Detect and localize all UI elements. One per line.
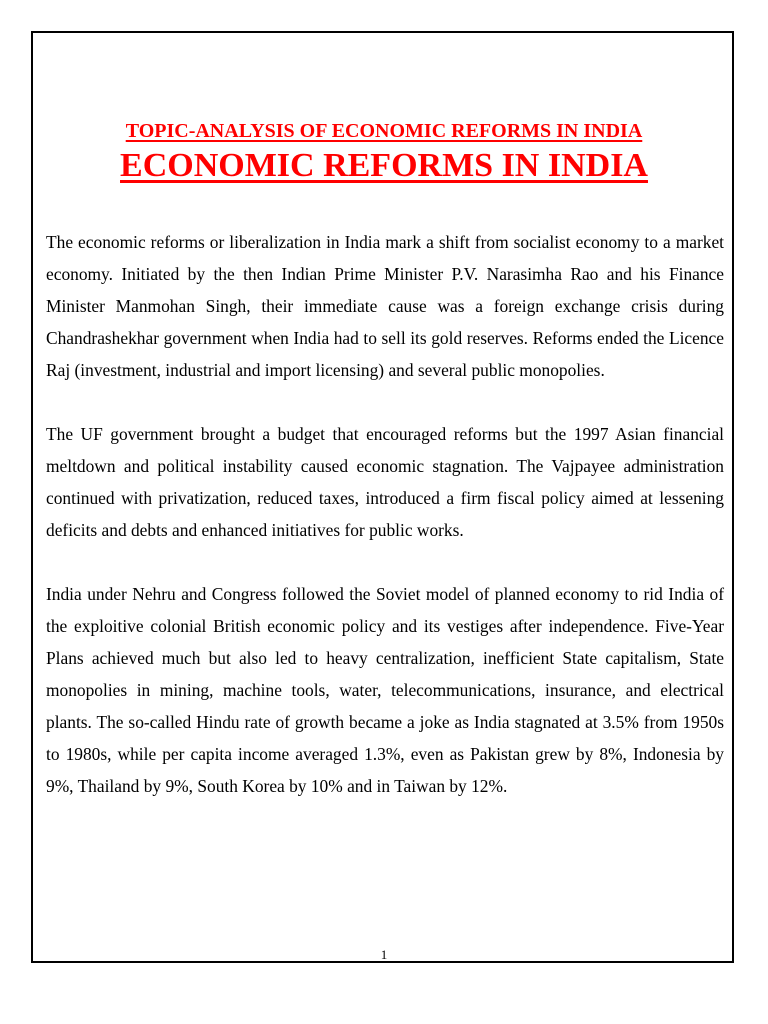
page-title: ECONOMIC REFORMS IN INDIA (120, 147, 648, 184)
paragraph-3: India under Nehru and Congress followed the Soviet model of planned economy to rid India of the exploitive colonial British economic policy and its vestiges after independence. Five-Year Plans achieved much but also led to heavy centralization, inefficient State capitalism, State monopolies in mining, machine tools, water, telecommunications, insurance, and electrical plants. The so-called Hindu rate of growth became a joke as India stagnated at 3.5% from 1950s to 1980s, while per capita income averaged 1.3%, even as Pakistan grew by 8%, Indonesia by 9%, Thailand by 9%, South Korea by 10% and in Taiwan by 12%. (46, 584, 724, 796)
paragraph-2: The UF government brought a budget that encouraged reforms but the 1997 Asian financial meltdown and political instability caused economic stagnation. The Vajpayee administration continued with privatization, reduced taxes, introduced a firm fiscal policy aimed at lessening deficits and debts and enhanced initiatives for public works. (46, 424, 724, 540)
paragraph-1: The economic reforms or liberalization in India mark a shift from socialist economy to a market economy. Initiated by the then Indian Prime Minister P.V. Narasimha Rao and his Finance Minister Manmohan Singh, their immediate cause was a foreign exchange crisis during Chandrashekhar government when India had to sell its gold reserves. Reforms ended the Licence Raj (investment, industrial and import licensing) and several public monopolies. (46, 232, 724, 380)
page-number: 1 (380, 947, 388, 962)
body-text (46, 226, 724, 834)
topic-heading: TOPIC-ANALYSIS OF ECONOMIC REFORMS IN INDIA (125, 120, 643, 142)
